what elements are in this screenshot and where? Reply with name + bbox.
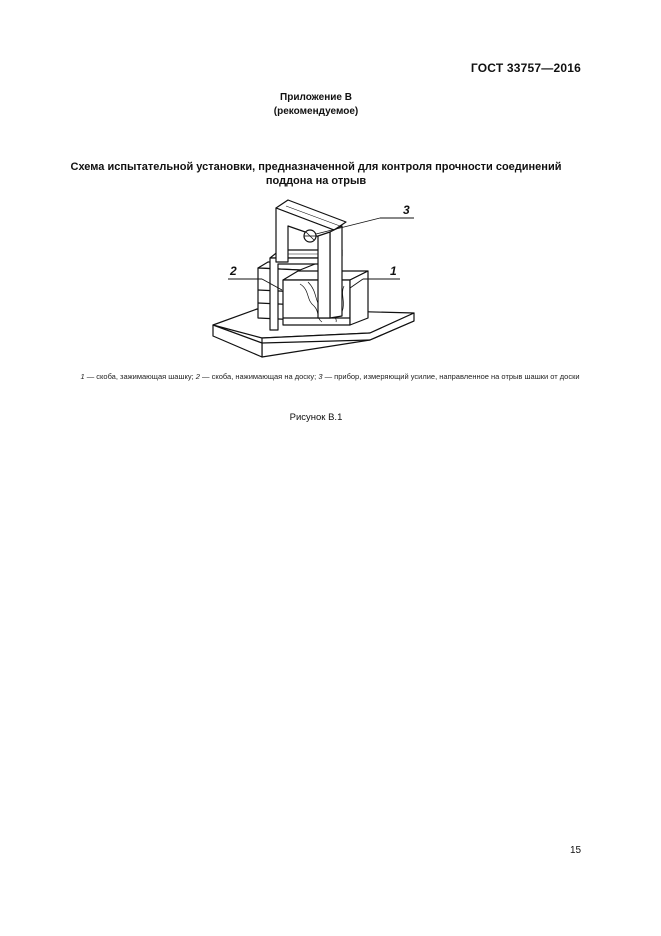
- figure-caption: Рисунок В.1: [289, 412, 343, 423]
- legend-text-3: — прибор, измеряющий усилие, направленное на отрыв шашки от доски: [322, 372, 580, 381]
- legend-num-3: 3: [318, 372, 323, 381]
- legend-text-2: — скоба, нажимающая на доску;: [199, 372, 319, 381]
- appendix-status: (рекомендуемое): [273, 106, 359, 117]
- page-number: 15: [570, 845, 582, 856]
- legend-num-1: 1: [80, 372, 85, 381]
- legend-num-2: 2: [195, 372, 200, 381]
- appendix-heading: [0, 91, 632, 119]
- figure-legend: [70, 371, 590, 383]
- test-setup-drawing: [205, 196, 430, 360]
- callout-2: 2: [230, 264, 237, 278]
- scheme-title: Схема испытательной установки, предназначенной для контроля прочности соединений поддона на отрыв: [70, 161, 562, 187]
- document-code: ГОСТ 33757—2016: [470, 61, 581, 75]
- callout-1: 1: [390, 264, 397, 278]
- appendix-title: Приложение В: [280, 92, 352, 103]
- callout-3: 3: [403, 203, 410, 217]
- measuring-device: [304, 230, 316, 242]
- legend-text-1: — скоба, зажимающая шашку;: [84, 372, 196, 381]
